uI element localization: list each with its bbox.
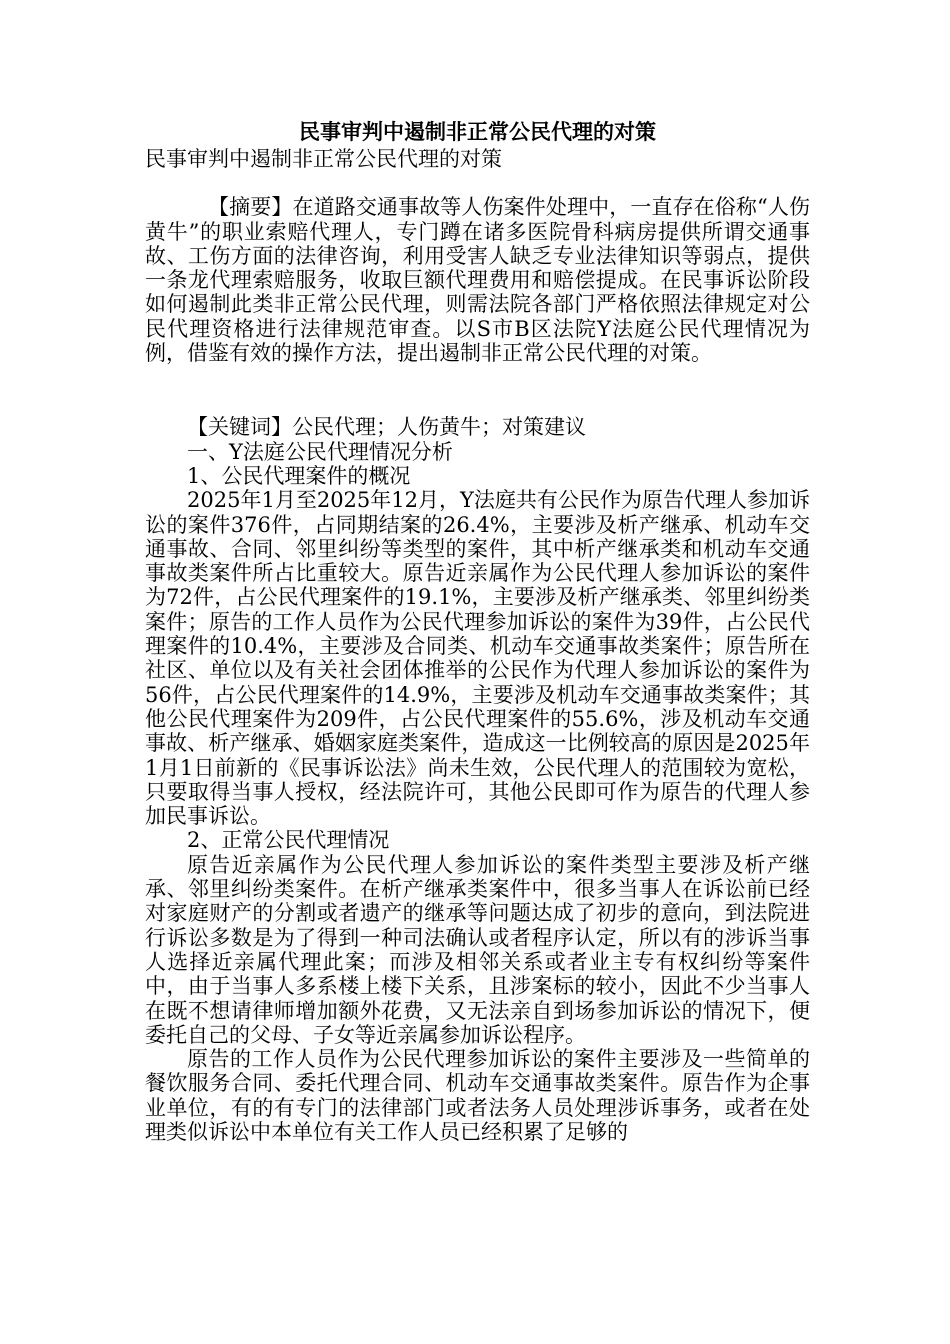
spacer (145, 391, 810, 415)
document-subtitle: 民事审判中遏制非正常公民代理的对策 (145, 147, 502, 171)
spacer (145, 365, 810, 391)
keywords-line: 【关键词】公民代理；人伤黄牛；对策建议 (187, 415, 586, 440)
abstract-paragraph: 【摘要】在道路交通事故等人伤案件处理中，一直存在俗称“人伤黄牛”的职业索赔代理人，专门蹲在诸多医院骨科病房提供所谓交通事故、工伤方面的法律咨询，利用受害人缺乏专业法律知识等弱点，提供一条龙代理索赔服务，收取巨额代理费用和赔偿提成。在民事诉讼阶段如何遏制此类非正常公民代理，则需法院各部门严格依照法律规定对公民代理资格进行法律规范审查。以S市B区法院Y法庭公民代理情况为例，借鉴有效的操作方法，提出遏制非正常公民代理的对策。 (145, 195, 810, 366)
body-paragraph-1: 2025年1月至2025年12月，Y法庭共有公民作为原告代理人参加诉讼的案件376件，占同期结案的26.4%，主要涉及析产继承、机动车交通事故、合同、邻里纠纷等类型的案件，其中析产继承类和机动车交通事故类案件所占比重较大。原告近亲属作为公民代理人参加诉讼的案件为72件，占公民代理案件的19.1%，主要涉及析产继承类、邻里纠纷类案件；原告的工作人员作为公民代理参加诉讼的案件为39件，占公民代理案件的10.4%，主要涉及合同类、机动车交通事故类案件；原告所在社区、单位以及有关社会团体推举的公民作为代理人参加诉讼的案件为56件，占公民代理案件的14.9%，主要涉及机动车交通事故类案件；其他公民代理案件为209件，占公民代理案件的55.6%，涉及机动车交通事故、析产继承、婚姻家庭类案件，造成这一比例较高的原因是2025年1月1日前新的《民事诉讼法》尚未生效，公民代理人的范围较为宽松，只要取得当事人授权，经法院许可，其他公民即可作为原告的代理人参加民事诉讼。 (145, 488, 810, 829)
spacer (145, 171, 810, 195)
document-title: 民事审判中遏制非正常公民代理的对策 (299, 119, 656, 144)
body-paragraph-3: 原告的工作人员作为公民代理参加诉讼的案件主要涉及一些简单的餐饮服务合同、委托代理合同、机动车交通事故类案件。原告作为企事业单位，有的有专门的法律部门或者法务人员处理涉诉事务，或者在处理类似诉讼中本单位有关工作人员已经积累了足够的 (145, 1047, 810, 1144)
section-heading-1: 一、Y法庭公民代理情况分析 (187, 439, 453, 464)
subsection-heading-2: 2、正常公民代理情况 (187, 828, 390, 853)
document-page (145, 120, 810, 1144)
subsection-heading-1: 1、公民代理案件的概况 (187, 463, 411, 488)
body-paragraph-2: 原告近亲属作为公民代理人参加诉讼的案件类型主要涉及析产继承、邻里纠纷类案件。在析产继承类案件中，很多当事人在诉讼前已经对家庭财产的分割或者遗产的继承等问题达成了初步的意向，到法院进行诉讼多数是为了得到一种司法确认或者程序认定，所以有的涉诉当事人选择近亲属代理此案；而涉及相邻关系或者业主专有权纠纷等案件中，由于当事人多系楼上楼下关系，且涉案标的较小，因此不少当事人在既不想请律师增加额外花费，又无法亲自到场参加诉讼的情况下，便委托自己的父母、子女等近亲属参加诉讼程序。 (145, 852, 810, 1047)
